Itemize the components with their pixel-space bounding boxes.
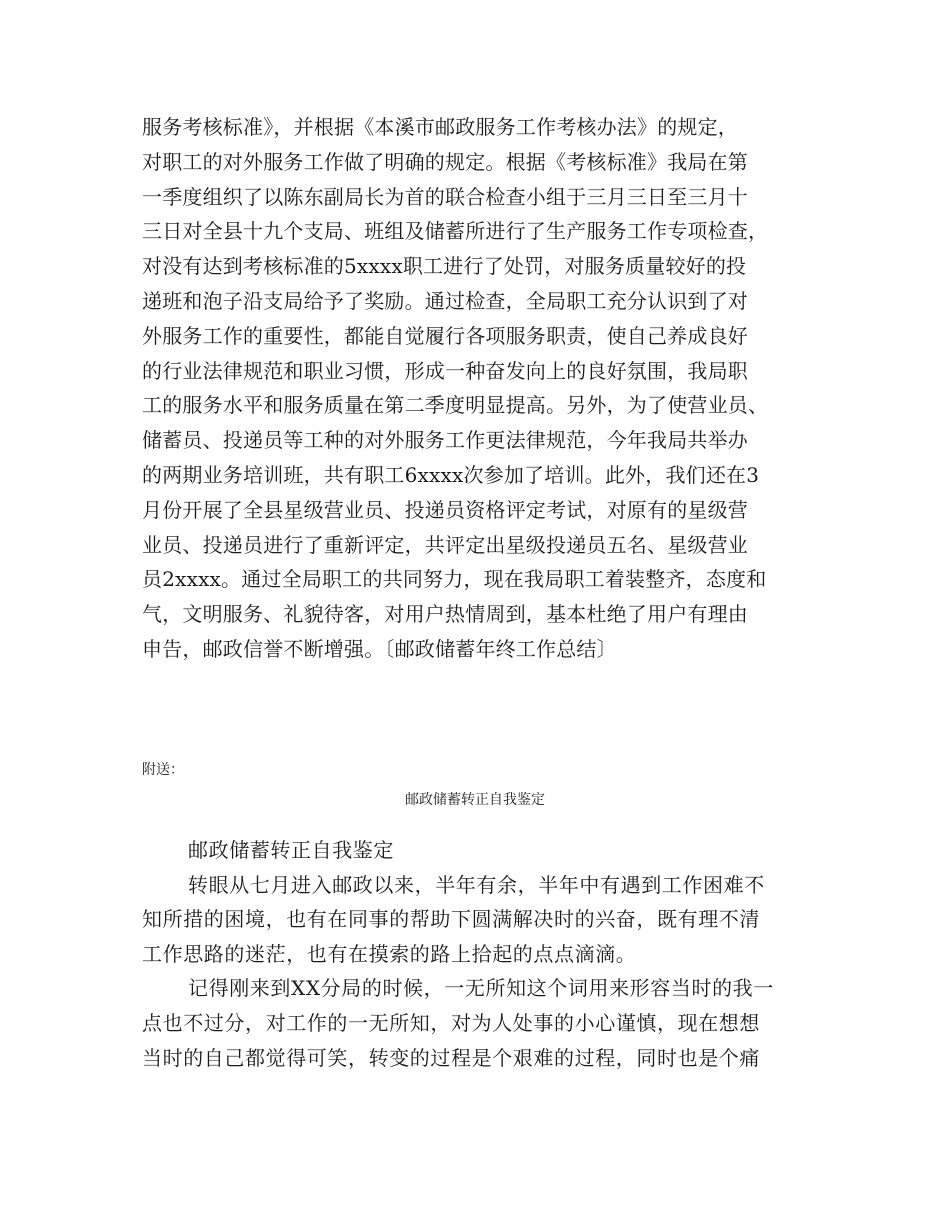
- paragraph-line: 一季度组织了以陈东副局长为首的联合检查小组于三月三日至三月十: [142, 184, 748, 209]
- paragraph-line: 对职工的对外服务工作做了明确的规定。根据《考核标准》我局在第: [142, 149, 748, 174]
- paragraph-line: 的两期业务培训班，共有职工6xxxx次参加了培训。此外，我们还在3: [142, 462, 760, 487]
- paragraph-line: 员2xxxx。通过全局职工的共同努力，现在我局职工着装整齐，态度和: [142, 567, 767, 592]
- paragraph-line: 对没有达到考核标准的5xxxx职工进行了处罚，对服务质量较好的投: [142, 254, 747, 279]
- paragraph-line: 的行业法律规范和职业习惯，形成一种奋发向上的良好氛围，我局职: [142, 358, 748, 383]
- paragraph-line: 业员、投递员进行了重新评定，共评定出星级投递员五名、星级营业: [142, 532, 748, 557]
- paragraph-line: 服务考核标准》，并根据《本溪市邮政服务工作考核办法》的规定，: [142, 115, 738, 139]
- paragraph-line: 工的服务水平和服务质量在第二季度明显提高。另外，为了使营业员、: [142, 393, 769, 418]
- paragraph-line: 记得刚来到XX分局的时候，一无所知这个词用来形容当时的我一: [188, 976, 774, 1001]
- paragraph-line: 当时的自己都觉得可笑，转变的过程是个艰难的过程，同时也是个痛: [142, 1045, 760, 1070]
- paragraph-line: 知所措的困境，也有在同事的帮助下圆满解决时的兴奋，既有理不清: [142, 907, 760, 932]
- paragraph-line: 外服务工作的重要性，都能自觉履行各项服务职责，使自己养成良好: [142, 323, 748, 348]
- section-heading: 邮政储蓄转正自我鉴定: [188, 838, 394, 862]
- document-title: 邮政储蓄转正自我鉴定: [405, 792, 545, 808]
- paragraph-line: 递班和泡子沿支局给予了奖励。通过检查，全局职工充分认识到了对: [142, 288, 748, 313]
- paragraph-line: 转眼从七月进入邮政以来，半年有余，半年中有遇到工作困难不: [188, 872, 765, 897]
- paragraph-line: 储蓄员、投递员等工种的对外服务工作更法律规范，今年我局共举办: [142, 428, 748, 453]
- paragraph-line: 点也不过分，对工作的一无所知，对为人处事的小心谨慎，现在想想: [142, 1010, 760, 1035]
- attachment-label: 附送：: [142, 762, 184, 778]
- self-evaluation-body: [142, 833, 822, 1075]
- paragraph-line: 三日对全县十九个支局、班组及储蓄所进行了生产服务工作专项检查，: [142, 219, 769, 244]
- paragraph-line: 气，文明服务、礼貌待客，对用户热情周到，基本杜绝了用户有理由: [142, 602, 748, 627]
- work-summary-paragraph: [142, 110, 822, 667]
- paragraph-line: 工作思路的迷茫，也有在摸索的路上拾起的点点滴滴。: [142, 941, 637, 966]
- paragraph-line: 月份开展了全县星级营业员、投递员资格评定考试，对原有的星级营: [142, 497, 748, 522]
- paragraph-line: 申告，邮政信誉不断增强。〔邮政储蓄年终工作总结〕: [142, 636, 617, 661]
